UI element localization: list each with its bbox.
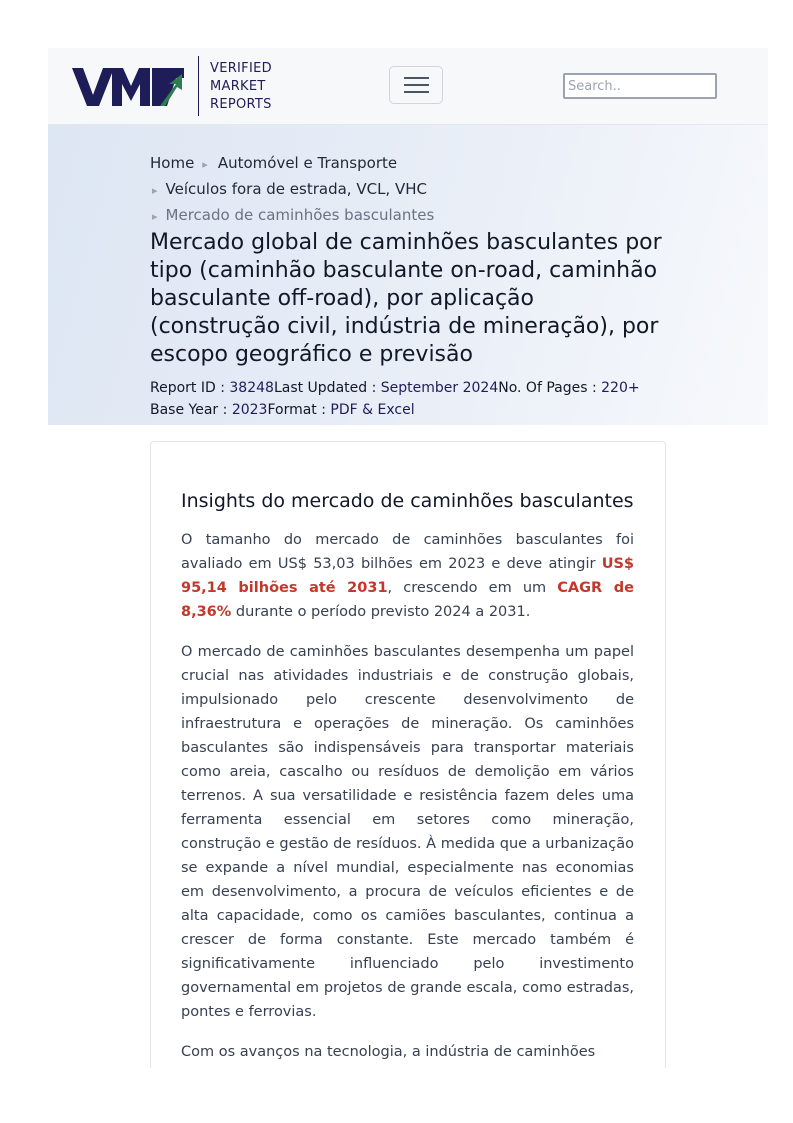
brand-line-market: MARKET [210,79,266,94]
report-meta-row [150,399,640,421]
breadcrumb [150,151,434,229]
chevron-right-icon: ▸ [202,158,208,171]
last-updated-value: September 2024 [380,380,499,396]
breadcrumb-home-link[interactable]: Home [150,154,195,172]
breadcrumb-row [150,177,434,203]
cagr-highlight: CAGR de 8,36% [181,580,634,620]
paragraph-text: , crescendo em um [387,580,558,596]
report-meta-row [150,377,640,399]
insights-paragraph [181,528,634,624]
pages-label: No. Of Pages : [498,380,602,396]
search-input[interactable] [563,73,717,99]
hamburger-icon [404,77,429,79]
logo-divider [198,56,199,116]
paragraph-text: durante o período previsto 2024 a 2031. [231,604,531,620]
base-year-label: Base Year : [150,402,232,418]
insights-paragraph: Com os avanços na tecnologia, a indústria de caminhões [181,1044,596,1060]
base-year-value: 2023 [231,402,268,418]
paragraph-text: O tamanho do mercado de caminhões basculantes foi avaliado em US$ 53,03 bilhões em 2023 e deve atingir [181,532,634,572]
brand-line-verified: VERIFIED [210,61,272,76]
report-id-label: Report ID : [150,380,230,396]
breadcrumb-category-link[interactable]: Automóvel e Transporte [217,154,398,172]
pages-value: 220+ [601,380,640,396]
chevron-right-icon: ▸ [152,210,158,223]
insights-paragraph: O mercado de caminhões basculantes desempenha um papel crucial nas atividades industriais e de construção globais, impulsionado pelo crescente desenvolvimento de infraestrutura e operações de mineração. Os caminhões basculantes são indispensáveis para transportar materiais como areia, cascalho ou resíduos de demolição em vários terrenos. A sua versatilidade e resistência fazem deles uma ferramenta essencial em setores como mineração, construção e gestão de resíduos. À medida que a urbanização se expande a nível mundial, especialmente nas economias em desenvolvimento, a procura de veículos eficientes e de alta capacidade, como os camiões basculantes, continua a crescer de forma constante. Este mercado também é significativamente influenciado pelo investimento governamental em projetos de grande escala, como estradas, pontes e ferrovias. [181,644,634,1020]
breadcrumb-row [150,151,434,177]
market-forecast-highlight: US$ 95,14 bilhões até 2031 [181,556,634,596]
brand-line-reports: REPORTS [210,97,272,112]
format-value: PDF & Excel [330,402,415,418]
last-updated-label: Last Updated : [273,380,381,396]
format-label: Format : [267,402,331,418]
report-title: Mercado global de caminhões basculantes por tipo (caminhão basculante on-road, caminhão basculante off-road), por aplicação (construção civil, indústria de mineração), por escopo geográfico e previsão [150,230,662,367]
report-id-value: 38248 [229,380,274,396]
brand-wordmark [210,60,300,114]
report-hero [48,125,768,425]
vmr-logo-icon [72,68,184,106]
report-meta [150,377,640,421]
page-frame [48,48,768,1068]
insights-card [150,441,666,1068]
chevron-right-icon: ▸ [152,184,158,197]
hamburger-icon [404,91,429,93]
breadcrumb-row [150,203,434,229]
insights-heading: Insights do mercado de caminhões basculantes [181,490,634,512]
hamburger-icon [404,84,429,86]
site-header [48,48,768,125]
insights-body [181,528,634,1068]
menu-toggle-button[interactable] [389,66,443,104]
breadcrumb-current: Mercado de caminhões basculantes [165,206,435,224]
breadcrumb-subcategory-link[interactable]: Veículos fora de estrada, VCL, VHC [165,180,427,198]
